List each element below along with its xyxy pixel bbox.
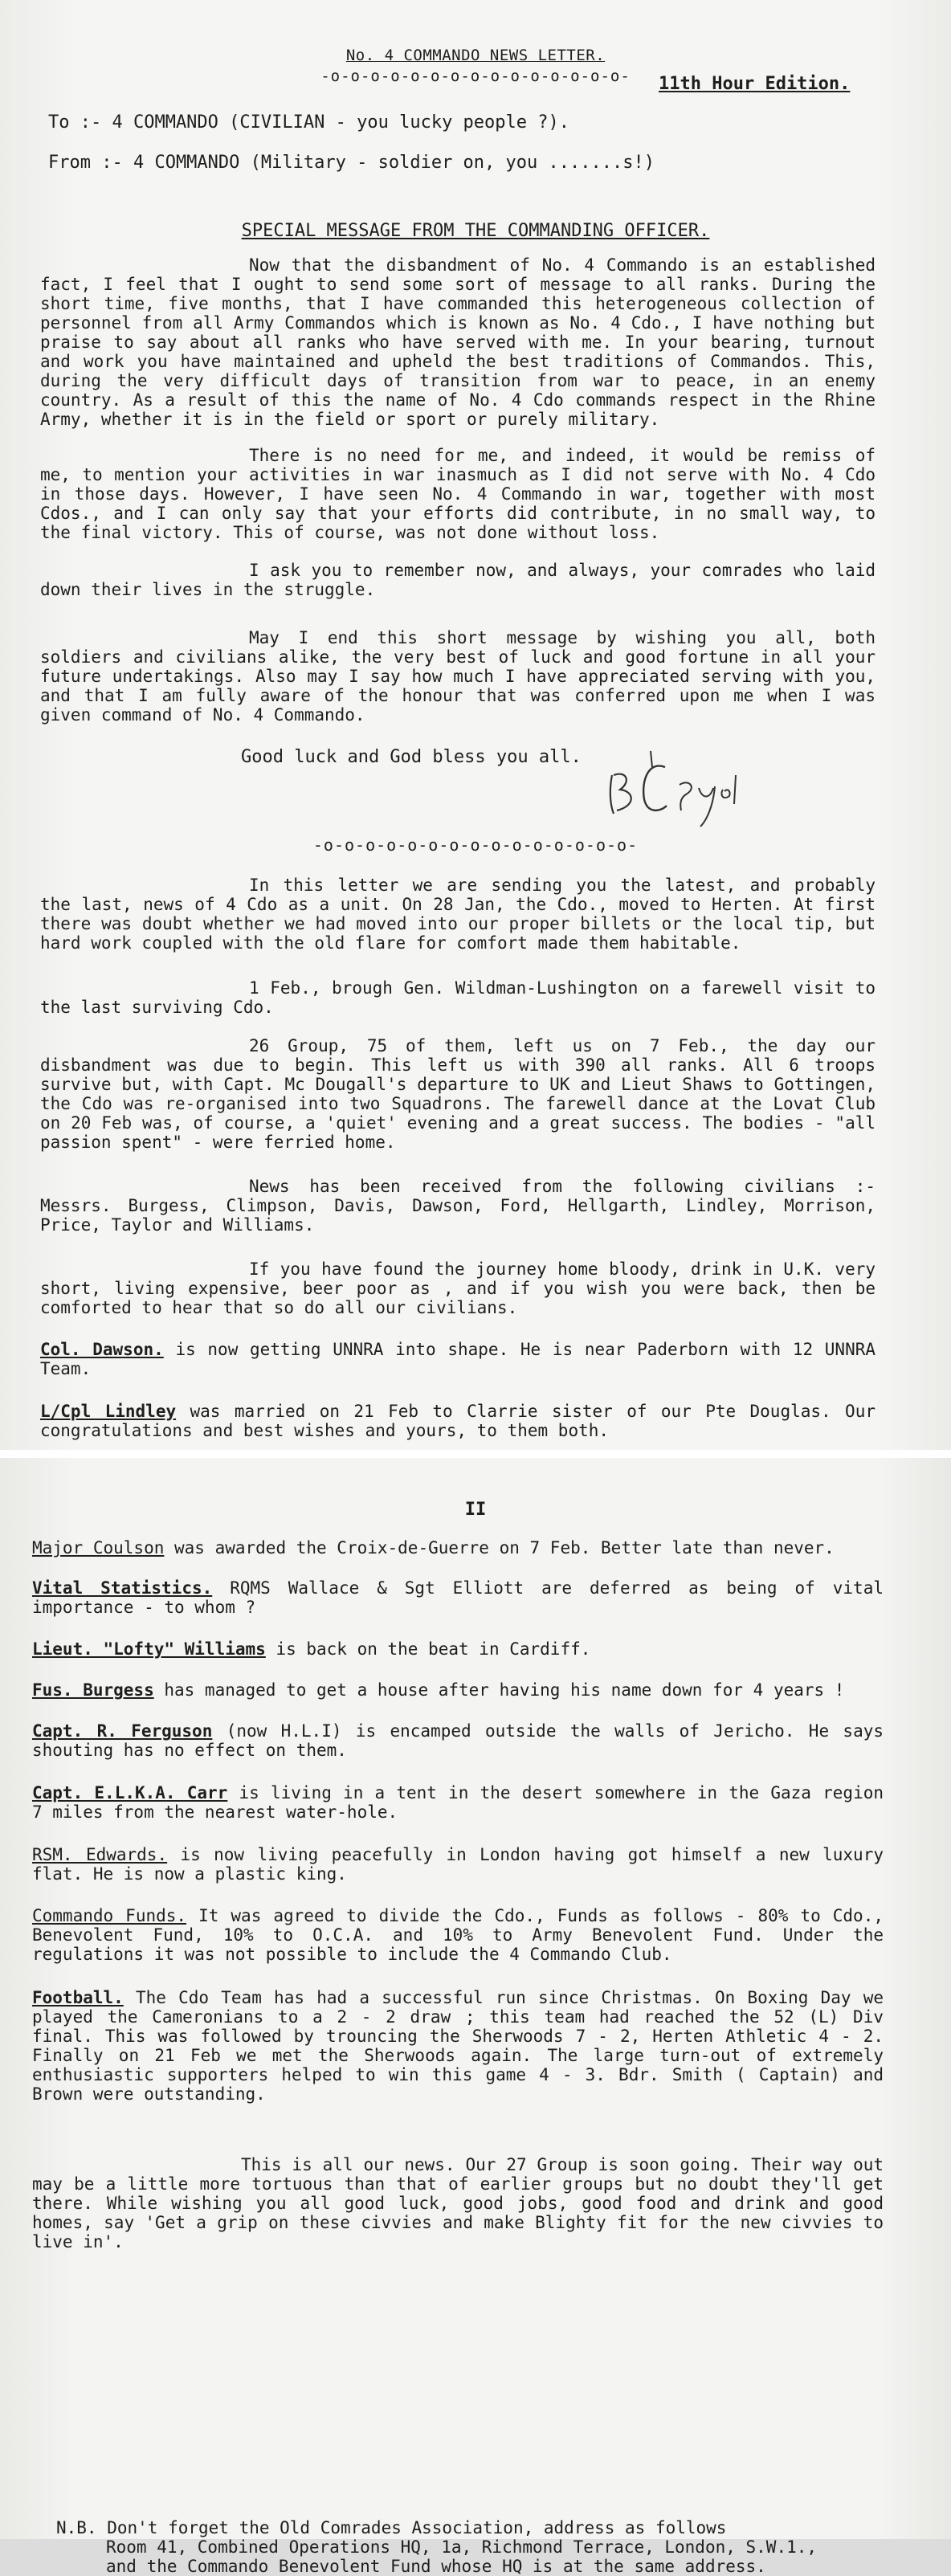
nb-note (56, 2518, 859, 2576)
news-paragraph-groups: 26 Group, 75 of them, left us on 7 Feb., the day our disbandment was due to begin. This left us with 390 all ranks. All 6 troops survive but, with Capt. Mc Dougall's departure to UK and Lieut Shaws to Gottingen, the Cdo was re-organised into two Squadrons. The farewell dance at the Lovat Club on 20 Feb was, of course, a 'quiet' evening and a great success. The bodies - "all passion spent" - were ferried home. (40, 1036, 875, 1152)
nb-line-1: N.B. Don't forget the Old Comrades Association, address as follows (56, 2518, 727, 2537)
page-number: II (464, 1500, 487, 1520)
section-divider: -o-o-o-o-o-o-o-o-o-o-o-o-o-o-o- (312, 835, 639, 855)
special-message-heading: SPECIAL MESSAGE FROM THE COMMANDING OFFICER. (241, 221, 710, 241)
item-name: Lieut. "Lofty" Williams (32, 1639, 266, 1659)
item-name: Fus. Burgess (32, 1680, 154, 1700)
item-vital-statistics (32, 1578, 884, 1617)
item-text: The Cdo Team has had a successful run since Christmas. On Boxing Day we played the Cameronians to a 2 - 2 draw ; this team had reached the 52 (L) Div final. This was followed by trouncing the Sherwoods 7 - 2, Herten Athletic 4 - 2. Finally on 21 Feb we met the Sherwoods again. The large turn-out of extremely enthusiastic supporters helped to win this game 4 - 3. Bdr. Smith ( Captain) and Brown were outstanding. (32, 1988, 884, 2104)
item-name: Capt. R. Ferguson (32, 1721, 213, 1741)
closing-blessing: Good luck and God bless you all. (241, 747, 582, 767)
from-line: From :- 4 COMMANDO (Military - soldier on, you .......s!) (48, 153, 655, 173)
dawson-name: Col. Dawson. (40, 1340, 164, 1359)
item-name: Commando Funds. (32, 1906, 187, 1925)
news-paragraph-visit: 1 Feb., brough Gen. Wildman-Lushington on a farewell visit to the last surviving Cdo. (40, 978, 875, 1017)
item-burgess (32, 1680, 884, 1700)
item-carr (32, 1783, 884, 1822)
item-name: Football. (32, 1988, 124, 2007)
item-name: Vital Statistics. (32, 1578, 213, 1598)
newsletter-page-2 (0, 1458, 951, 2576)
message-paragraph-3: I ask you to remember now, and always, your comrades who laid down their lives in the struggle. (40, 561, 875, 599)
item-text: (now H.L.I) is encamped outside the walls of Jericho. He says shouting has no effect on them. (32, 1721, 884, 1760)
item-coulson (32, 1538, 884, 1557)
item-text: was awarded the Croix-de-Guerre on 7 Feb. Better late than never. (164, 1538, 835, 1557)
item-williams (32, 1639, 884, 1659)
item-text: is back on the beat in Cardiff. (265, 1639, 591, 1659)
message-paragraph-2: There is no need for me, and indeed, it would be remiss of me, to mention your activities in war inasmuch as I did not serve with No. 4 Cdo in those days. However, I have seen No. 4 Commando in war, together with most Cdos., and I can only say that your efforts did contribute, in no small way, to the final victory. This of course, was not done without loss. (40, 446, 875, 542)
closing-paragraph: This is all our news. Our 27 Group is soon going. Their way out may be a little more tortuous than that of earlier groups but no doubt they'll get there. While wishing you all good luck, good jobs, good food and drink and good homes, say 'Get a grip on these civvies and make Blighty fit for the new civvies to live in'. (32, 2155, 884, 2251)
edition-label: 11th Hour Edition. (659, 74, 851, 94)
item-text: It was agreed to divide the Cdo., Funds as follows - 80% to Cdo., Benevolent Fund, 10% to O.C.A. and 10% to Army Benevolent Fund. Under the regulations it was not possible to include the 4 Commando Club. (32, 1906, 884, 1964)
nb-line-2: Room 41, Combined Operations HQ, 1a, Richmond Terrace, London, S.W.1., (106, 2537, 818, 2557)
news-paragraph-arrival: In this letter we are sending you the latest, and probably the last, news of 4 Cdo as a unit. On 28 Jan, the Cdo., moved to Herten. At first there was doubt whether we had moved into our proper billets or the local tip, but hard work coupled with the old flare for comfort made them habitable. (40, 876, 875, 953)
dawson-text: is now getting UNNRA into shape. He is near Paderborn with 12 UNNRA Team. (40, 1340, 876, 1378)
page-gap (0, 1450, 951, 1458)
item-football (32, 1988, 884, 2104)
lindley-name: L/Cpl Lindley (40, 1402, 177, 1421)
news-paragraph-civilians: News has been received from the following civilians :- Messrs. Burgess, Climpson, Davis, Dawson, Ford, Hellgarth, Lindley, Morrison, Price, Taylor and Williams. (40, 1177, 875, 1235)
item-text: is now living peacefully in London having got himself a new luxury flat. He is now a plastic king. (32, 1845, 884, 1884)
news-item-lindley (40, 1402, 875, 1440)
item-name: RSM. Edwards. (32, 1845, 168, 1864)
item-ferguson (32, 1721, 884, 1760)
lindley-text: was married on 21 Feb to Clarrie sister of our Pte Douglas. Our congratulations and best wishes and yours, to them both. (40, 1402, 875, 1440)
newsletter-title: No. 4 COMMANDO NEWS LETTER. (345, 47, 606, 64)
news-item-dawson (40, 1340, 875, 1378)
item-edwards (32, 1845, 884, 1884)
message-paragraph-4: May I end this short message by wishing you all, both soldiers and civilians alike, the very best of luck and good fortune in all your future undertakings. Also may I say how much I have appreciated serving with you, and that I am fully aware of the honour that was conferred upon me when I was given command of No. 4 Commando. (40, 628, 875, 725)
nb-line-3: and the Commando Benevolent Fund whose HQ is at the same address. (106, 2557, 766, 2576)
item-text: is living in a tent in the desert somewhere in the Gaza region 7 miles from the nearest water-hole. (32, 1783, 884, 1822)
item-name: Major Coulson (32, 1538, 165, 1557)
title-divider: -o-o-o-o-o-o-o-o-o-o-o-o-o-o-o- (320, 67, 631, 85)
message-paragraph-1: Now that the disbandment of No. 4 Commando is an established fact, I feel that I ought to send some sort of message to all ranks. During the short time, five months, that I have commanded this heterogeneous collection of personnel from all Army Commandos which is known as No. 4 Cdo., I have nothing but praise to say about all ranks who have served with me. In your bearing, turnout and work you have maintained and upheld the best traditions of Commandos. This, during the very difficult days of transition from war to peace, in an enemy country. As a result of this the name of No. 4 Cdo commands respect in the Rhine Army, whether it is in the field or sport or purely military. (40, 255, 875, 429)
to-line: To :- 4 COMMANDO (CIVILIAN - you lucky people ?). (48, 112, 570, 133)
item-text: has managed to get a house after having his name down for 4 years ! (153, 1680, 845, 1700)
item-text: RQMS Wallace & Sgt Elliott are deferred as being of vital importance - to whom ? (32, 1578, 884, 1617)
news-paragraph-journey: If you have found the journey home bloody, drink in U.K. very short, living expensive, beer poor as , and if you wish you were back, then be comforted to hear that so do all our civilians. (40, 1259, 875, 1317)
handwritten-signature (602, 743, 763, 831)
item-name: Capt. E.L.K.A. Carr (32, 1783, 228, 1802)
item-commando-funds (32, 1906, 884, 1964)
